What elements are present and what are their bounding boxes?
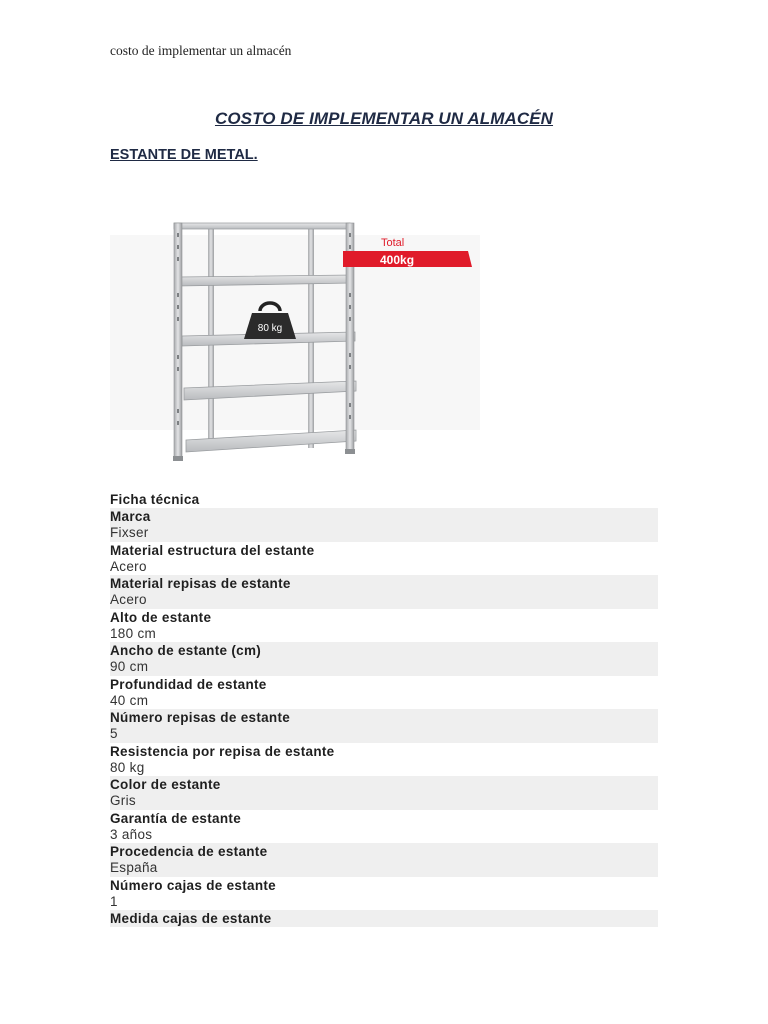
running-header: costo de implementar un almacén (110, 43, 292, 58)
shelf-1 (174, 223, 350, 229)
spec-row (110, 609, 658, 643)
spec-value: 1 (110, 893, 118, 909)
spec-label: Material repisas de estante (110, 575, 658, 592)
svg-text:80 kg: 80 kg (257, 323, 283, 334)
spec-value: España (110, 860, 658, 877)
spec-row (110, 843, 658, 877)
spec-value: 90 cm (110, 659, 658, 676)
section-title: ESTANTE DE METAL. (110, 147, 258, 163)
spec-row (110, 910, 658, 927)
spec-value: 180 cm (110, 625, 157, 641)
spec-label: Procedencia de estante (110, 843, 658, 860)
spec-label: Resistencia por repisa de estante (110, 743, 335, 759)
spec-row (110, 676, 658, 710)
spec-value: Acero (110, 592, 658, 609)
svg-text:400kg: 400kg (380, 253, 415, 267)
spec-value: 80 kg (110, 759, 145, 775)
spec-value: Acero (110, 558, 147, 574)
spec-value: 40 cm (110, 692, 149, 708)
spec-row (110, 642, 658, 676)
page-title: COSTO DE IMPLEMENTAR UN ALMACÉN (214, 109, 554, 128)
spec-row (110, 508, 658, 542)
spec-sheet (110, 491, 658, 927)
metal-shelf-image (110, 205, 480, 475)
spec-row (110, 877, 658, 911)
spec-label: Alto de estante (110, 609, 212, 625)
spec-row (110, 575, 658, 609)
spec-label: Número cajas de estante (110, 877, 276, 893)
spec-rows (110, 508, 658, 927)
spec-row (110, 810, 658, 844)
spec-row (110, 743, 658, 777)
spec-value: Fixser (110, 525, 658, 542)
spec-value: 3 años (110, 826, 153, 842)
spec-row (110, 542, 658, 576)
spec-label: Material estructura del estante (110, 542, 315, 558)
svg-text:Total: Total (381, 237, 405, 249)
spec-label: Ancho de estante (cm) (110, 642, 658, 659)
spec-value: 5 (110, 726, 658, 743)
spec-heading: Ficha técnica (110, 492, 200, 507)
spec-value: Gris (110, 793, 658, 810)
spec-label: Número repisas de estante (110, 709, 658, 726)
spec-row (110, 709, 658, 743)
spec-label: Marca (110, 508, 658, 525)
spec-label: Color de estante (110, 776, 658, 793)
spec-label: Medida cajas de estante (110, 910, 658, 927)
spec-row (110, 776, 658, 810)
spec-label: Profundidad de estante (110, 676, 267, 692)
spec-label: Garantía de estante (110, 810, 241, 826)
